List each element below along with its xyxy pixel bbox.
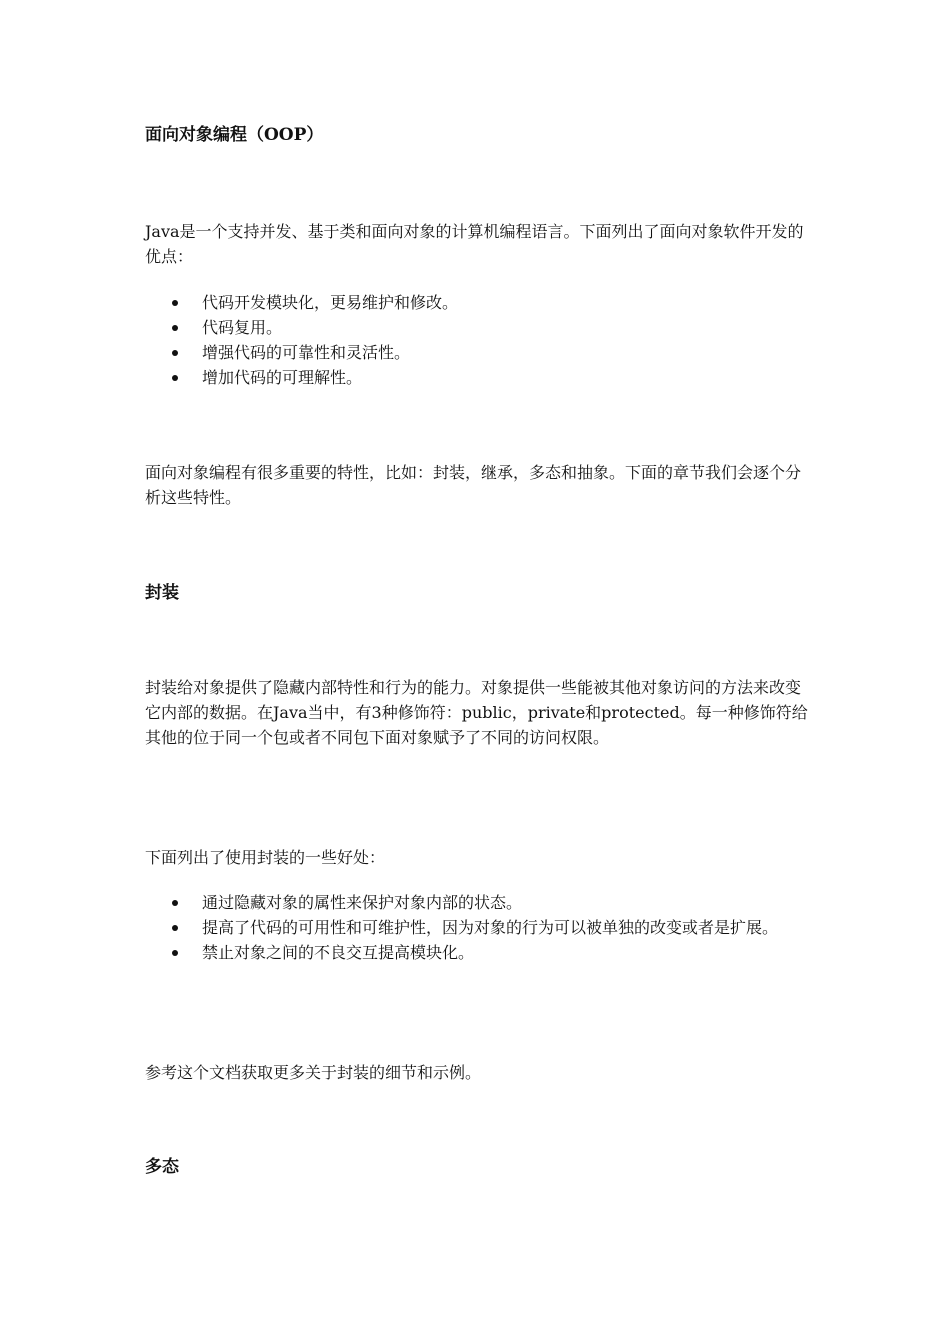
oop-intro-paragraph: Java是一个支持并发、基于类和面向对象的计算机编程语言。下面列出了面向对象软件开发的优点：: [145, 222, 804, 266]
bullet-icon: [172, 350, 178, 356]
bullet-icon: [172, 950, 178, 956]
list-item: [145, 940, 810, 965]
list-item-text: 增加代码的可理解性。: [202, 368, 363, 387]
section-title-oop: 面向对象编程（OOP）: [145, 125, 324, 145]
bullet-icon: [172, 300, 178, 306]
list-item: [145, 365, 810, 390]
bullet-icon: [172, 925, 178, 931]
list-item: [145, 340, 810, 365]
bullet-icon: [172, 325, 178, 331]
encapsulation-benefits-intro: 下面列出了使用封装的一些好处：: [145, 848, 386, 867]
encapsulation-reference: 参考这个文档获取更多关于封装的细节和示例。: [145, 1063, 482, 1082]
section-title-polymorphism: 多态: [145, 1157, 179, 1177]
list-item-text: 增强代码的可靠性和灵活性。: [202, 343, 411, 362]
oop-features-paragraph: 面向对象编程有很多重要的特性，比如：封装，继承，多态和抽象。下面的章节我们会逐个分析这些特性。: [145, 463, 802, 507]
encapsulation-description: 封装给对象提供了隐藏内部特性和行为的能力。对象提供一些能被其他对象访问的方法来改变它内部的数据。在Java当中，有3种修饰符：public，private和protected。每一种修饰符给其他的位于同一个包或者不同包下面对象赋予了不同的访问权限。: [145, 678, 808, 747]
list-item-text: 禁止对象之间的不良交互提高模块化。: [202, 943, 475, 962]
list-item-text: 代码开发模块化，更易维护和修改。: [202, 293, 459, 312]
bullet-icon: [172, 375, 178, 381]
list-item: [145, 290, 810, 315]
list-item-text: 提高了代码的可用性和可维护性，因为对象的行为可以被单独的改变或者是扩展。: [202, 918, 779, 937]
list-item-text: 代码复用。: [202, 318, 283, 337]
section-title-encapsulation: 封装: [145, 583, 179, 603]
list-item: [145, 315, 810, 340]
oop-advantages-list: [145, 290, 810, 390]
list-item-text: 通过隐藏对象的属性来保护对象内部的状态。: [202, 893, 523, 912]
list-item: [145, 915, 810, 940]
list-item: [145, 890, 810, 915]
encapsulation-benefits-list: [145, 890, 810, 965]
bullet-icon: [172, 900, 178, 906]
